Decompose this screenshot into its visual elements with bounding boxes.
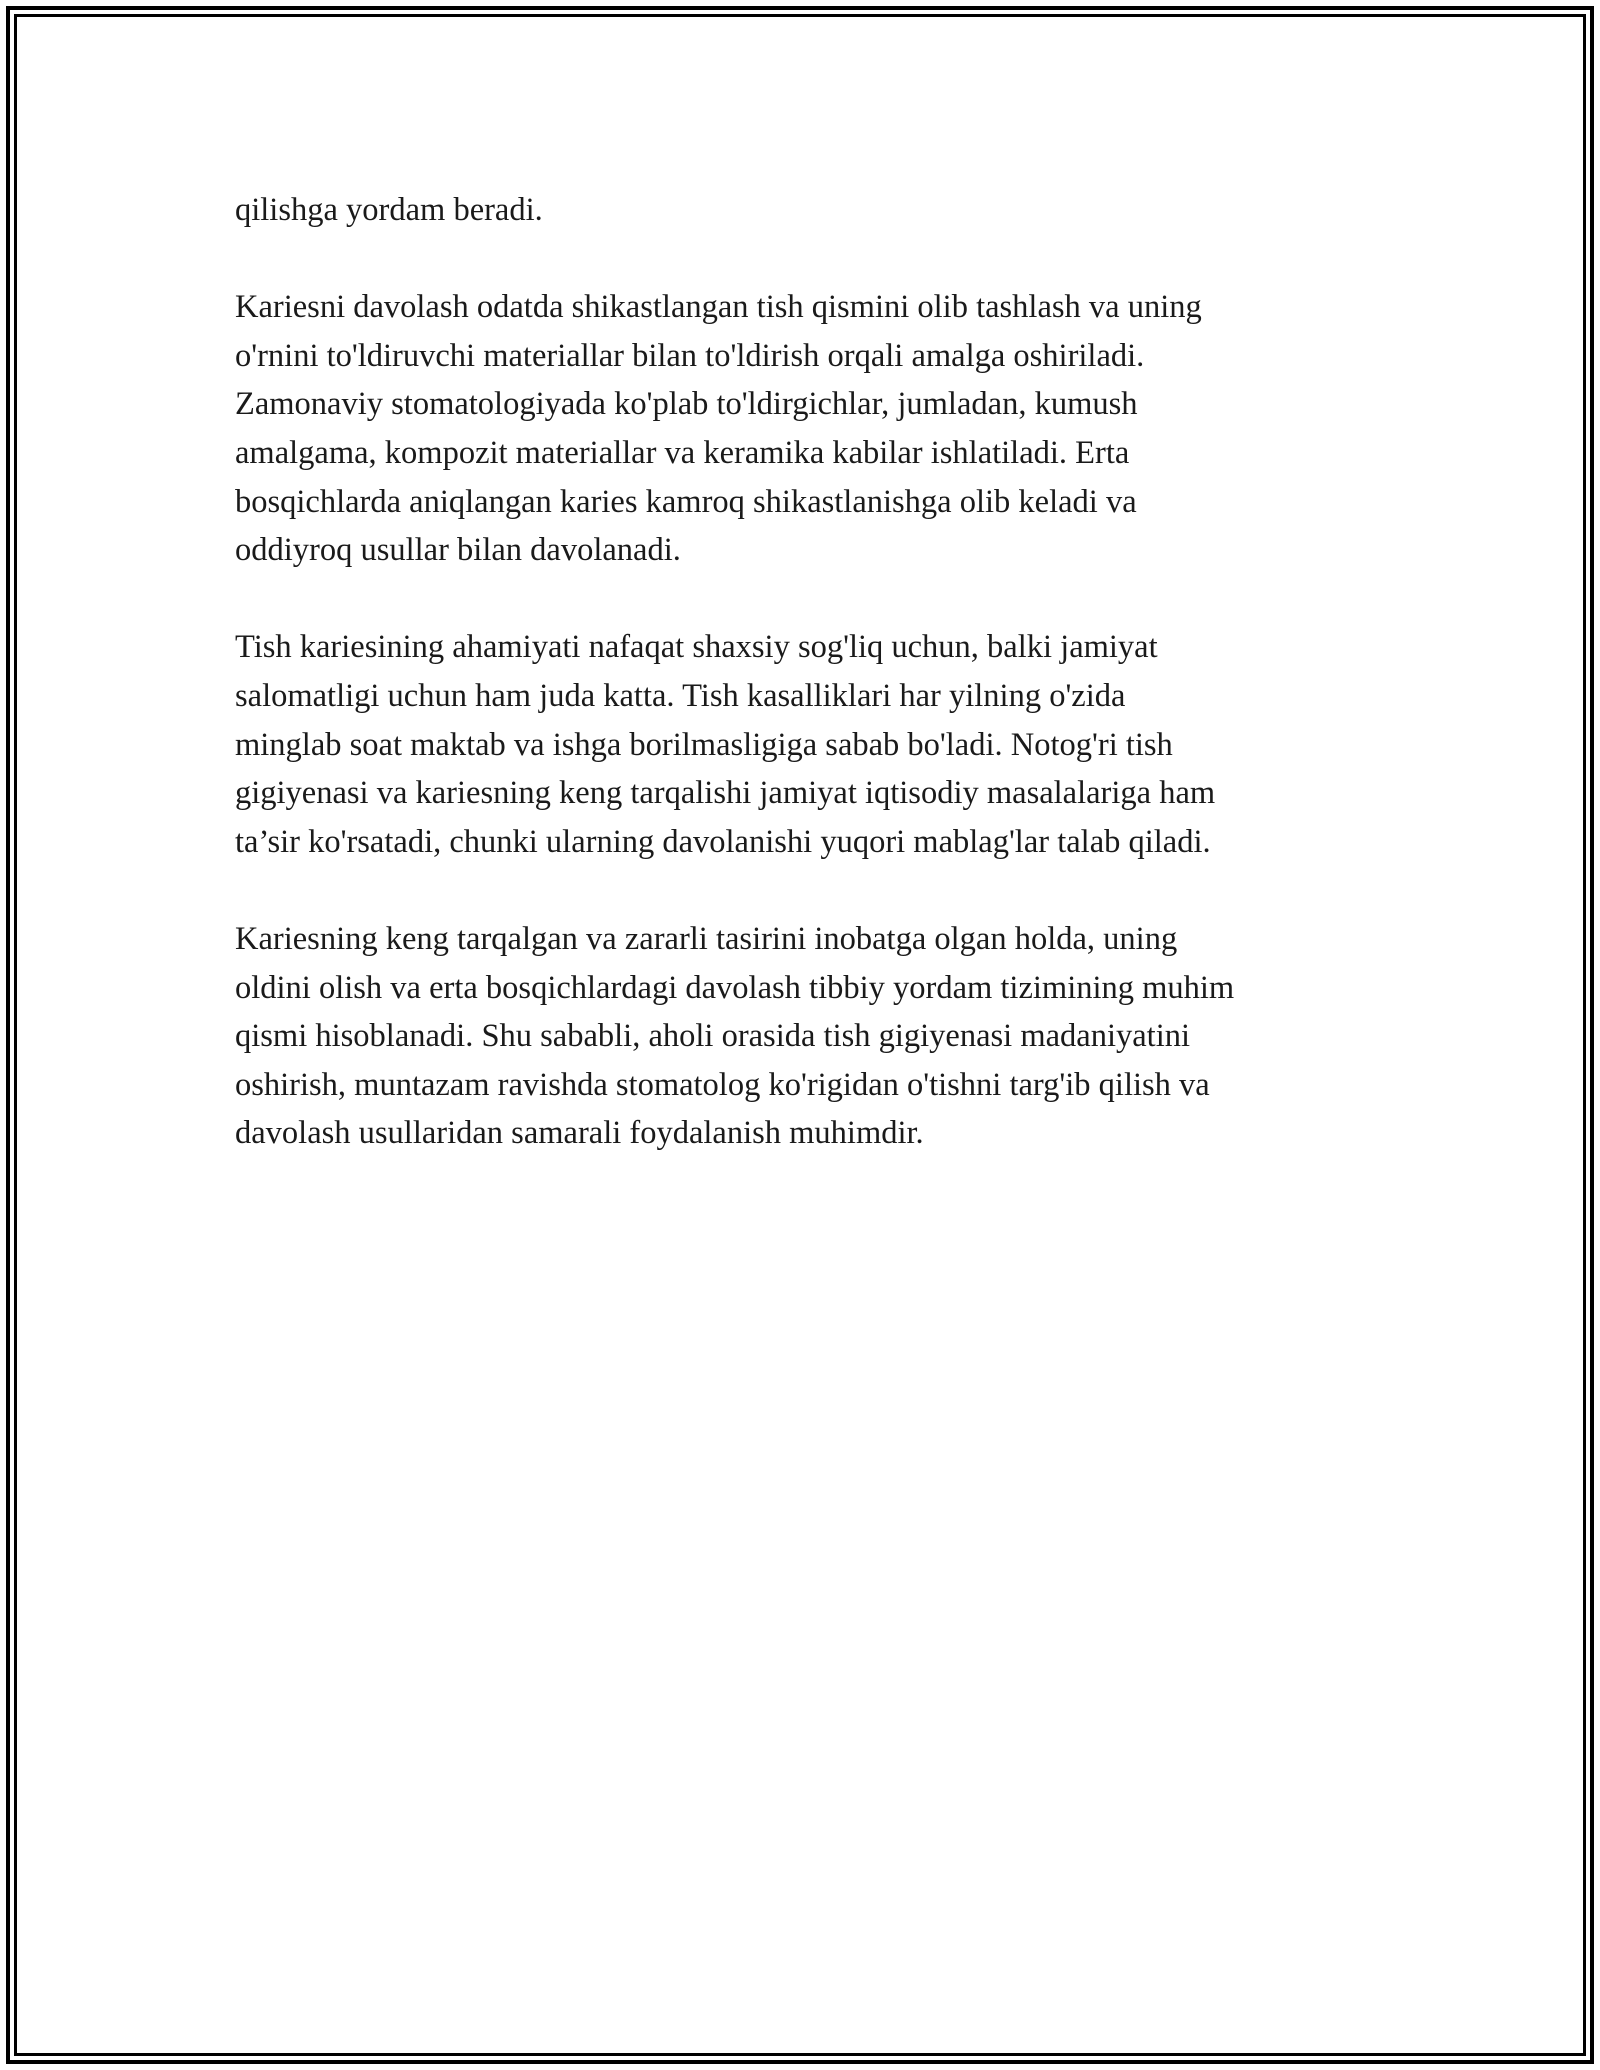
paragraph-social-importance [235,623,1395,866]
text-line: bosqichlarda aniqlangan karies kamroq shikastlanishga olib keladi va [235,483,1137,520]
text-line: amalgama, kompozit materiallar va keramika kabilar ishlatiladi. Erta [235,434,1130,471]
paragraph-caries-treatment [235,283,1395,575]
document-body [235,186,1395,1158]
text-line: qilishga yordam beradi. [235,192,543,228]
text-line: Tish kariesining ahamiyati nafaqat shaxsiy sog'liq uchun, balki jamiyat [235,629,1158,666]
text-line: qismi hisoblanadi. Shu sababli, aholi orasida tish gigiyenasi madaniyatini [235,1018,1191,1055]
text-line: oshirish, muntazam ravishda stomatolog ko'rigidan o'tishni targ'ib qilish va [235,1066,1210,1103]
text-line: davolash usullaridan samarali foydalanish muhimdir. [235,1115,924,1152]
text-line: Zamonaviy stomatologiyada ko'plab to'ldirgichlar, jumladan, kumush [235,386,1138,423]
text-line: gigiyenasi va kariesning keng tarqalishi jamiyat iqtisodiy masalalariga ham [235,775,1216,812]
text-line: ta’sir ko'rsatadi, chunki ularning davolanishi yuqori mablag'lar talab qiladi. [235,823,1211,860]
text-line: Kariesning keng tarqalgan va zararli tasirini inobatga olgan holda, uning [235,920,1178,957]
text-line: salomatligi uchun ham juda katta. Tish kasalliklari har yilning o'zida [235,677,1126,714]
text-line: minglab soat maktab va ishga borilmasligiga sabab bo'ladi. Notog'ri tish [235,726,1173,763]
text-line: o'rnini to'ldiruvchi materiallar bilan to'ldirish orqali amalga oshiriladi. [235,337,1145,374]
text-line: oldini olish va erta bosqichlardagi davolash tibbiy yordam tizimining muhim [235,969,1235,1006]
paragraph-prevention [235,915,1395,1158]
text-line: oddiyroq usullar bilan davolanadi. [235,532,681,569]
paragraph-continuation [235,186,1395,235]
text-line: Kariesni davolash odatda shikastlangan tish qismini olib tashlash va uning [235,289,1202,326]
